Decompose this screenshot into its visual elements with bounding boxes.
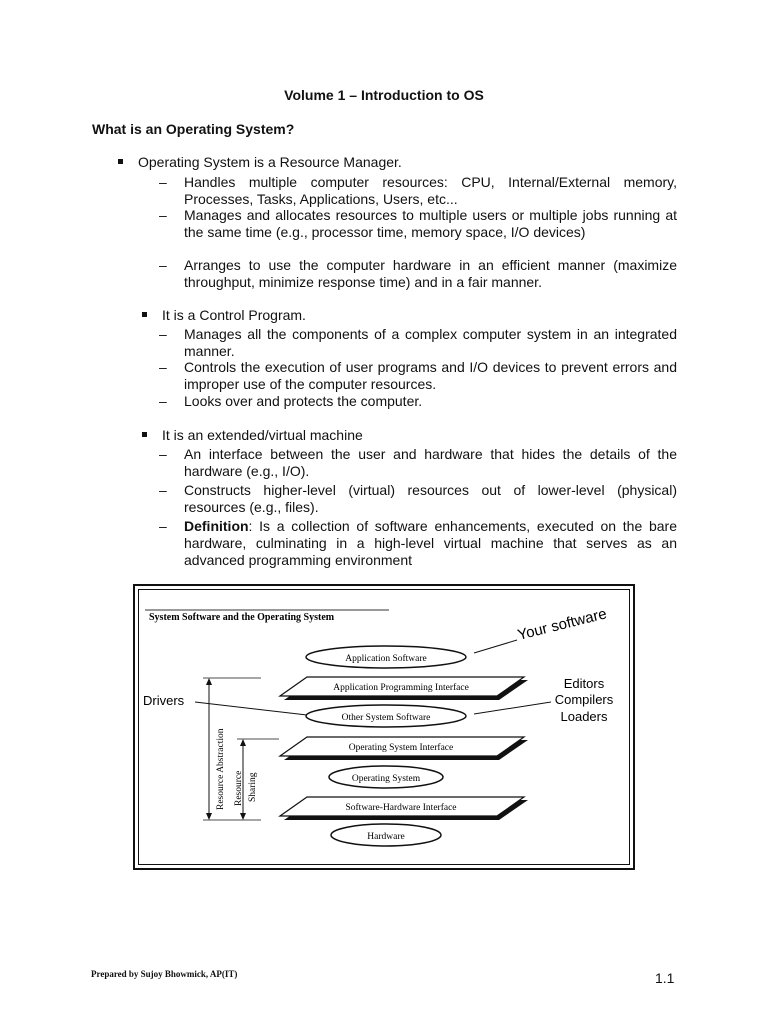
layer-label: Operating System Interface xyxy=(348,743,454,753)
arrow-up-icon xyxy=(206,678,212,685)
list-item-text: Manages all the components of a complex computer system in an integrated manner. xyxy=(184,326,677,359)
figure-frame xyxy=(138,589,630,865)
layer-label: Hardware xyxy=(367,832,405,842)
square-bullet-icon xyxy=(142,432,147,437)
bullet-text: It is an extended/virtual machine xyxy=(162,427,363,443)
definition-text: : Is a collection of software enhancements, executed on the bare hardware, culminating in a high-level virtual machine that serves as an advanced programming environment xyxy=(184,518,677,568)
layer-label: Operating System xyxy=(351,774,421,784)
square-bullet-icon xyxy=(142,312,147,317)
tools-pointer xyxy=(474,702,551,714)
list-item xyxy=(159,257,677,291)
system-software-figure xyxy=(133,584,635,870)
dash-marker: – xyxy=(159,482,167,498)
section-heading: What is an Operating System? xyxy=(92,121,295,137)
bullet-text: It is a Control Program. xyxy=(162,307,306,323)
dash-marker: – xyxy=(159,359,167,375)
footer-prepared-by: Prepared by Sujoy Bhowmick, AP(IT) xyxy=(91,969,238,979)
resource-abstraction-label: Resource Abstraction xyxy=(216,728,226,810)
page-number: 1.1 xyxy=(655,970,675,986)
drivers-label: Drivers xyxy=(143,693,185,708)
list-item-text: Controls the execution of user programs and I/O devices to prevent errors and improper use of the computer resources. xyxy=(184,359,677,392)
list-item xyxy=(159,326,677,360)
list-item-text: Arranges to use the computer hardware in an efficient manner (maximize throughput, minimize response time) and in a fair manner. xyxy=(184,257,677,290)
definition-label: Definition xyxy=(184,518,249,534)
layer-label: Application Software xyxy=(345,654,427,664)
layer-label: Software-Hardware Interface xyxy=(345,803,457,813)
loaders-label: Loaders xyxy=(560,709,608,724)
drivers-pointer xyxy=(195,702,307,715)
resource-sharing-label-2: Sharing xyxy=(248,772,258,802)
list-item-text: Manages and allocates resources to multiple users or multiple jobs running at the same time (e.g., processor time, memory space, I/O devices) xyxy=(184,207,677,240)
figure-title: System Software and the Operating System xyxy=(149,612,335,623)
layer-diagram xyxy=(139,590,633,868)
list-item xyxy=(159,446,677,480)
list-item xyxy=(159,174,677,208)
layer-label: Other System Software xyxy=(341,713,431,723)
list-item-text: Handles multiple computer resources: CPU, Internal/External memory, Processes, Tasks, Applications, Users, etc... xyxy=(184,174,677,207)
dash-marker: – xyxy=(159,174,167,190)
list-item-text: Looks over and protects the computer. xyxy=(184,393,423,409)
list-item-definition xyxy=(159,518,677,569)
bullet-text: Operating System is a Resource Manager. xyxy=(138,154,402,170)
document-title: Volume 1 – Introduction to OS xyxy=(284,87,484,103)
editors-label: Editors xyxy=(563,676,605,691)
bullet-resource-manager xyxy=(138,154,402,171)
square-bullet-icon xyxy=(118,159,123,164)
dash-marker: – xyxy=(159,257,167,273)
bullet-control-program xyxy=(162,307,306,324)
resource-sharing-label-1: Resource xyxy=(234,770,244,806)
list-item-text: An interface between the user and hardware that hides the details of the hardware (e.g., I/O). xyxy=(184,446,677,479)
compilers-label: Compilers xyxy=(554,692,614,707)
dash-marker: – xyxy=(159,393,167,409)
your-software-pointer xyxy=(474,640,517,653)
list-item xyxy=(159,393,677,410)
list-item xyxy=(159,207,677,241)
dash-marker: – xyxy=(159,446,167,462)
dash-marker: – xyxy=(159,207,167,223)
arrow-up-icon xyxy=(240,739,246,746)
your-software-label: Your software xyxy=(515,605,609,644)
arrow-down-icon xyxy=(240,813,246,820)
arrow-down-icon xyxy=(206,813,212,820)
list-item xyxy=(159,359,677,393)
bullet-virtual-machine xyxy=(162,427,363,444)
list-item xyxy=(159,482,677,516)
dash-marker: – xyxy=(159,326,167,342)
list-item-text: Constructs higher-level (virtual) resources out of lower-level (physical) resources (e.g., files). xyxy=(184,482,677,515)
layer-label: Application Programming Interface xyxy=(333,683,469,693)
dash-marker: – xyxy=(159,518,167,534)
